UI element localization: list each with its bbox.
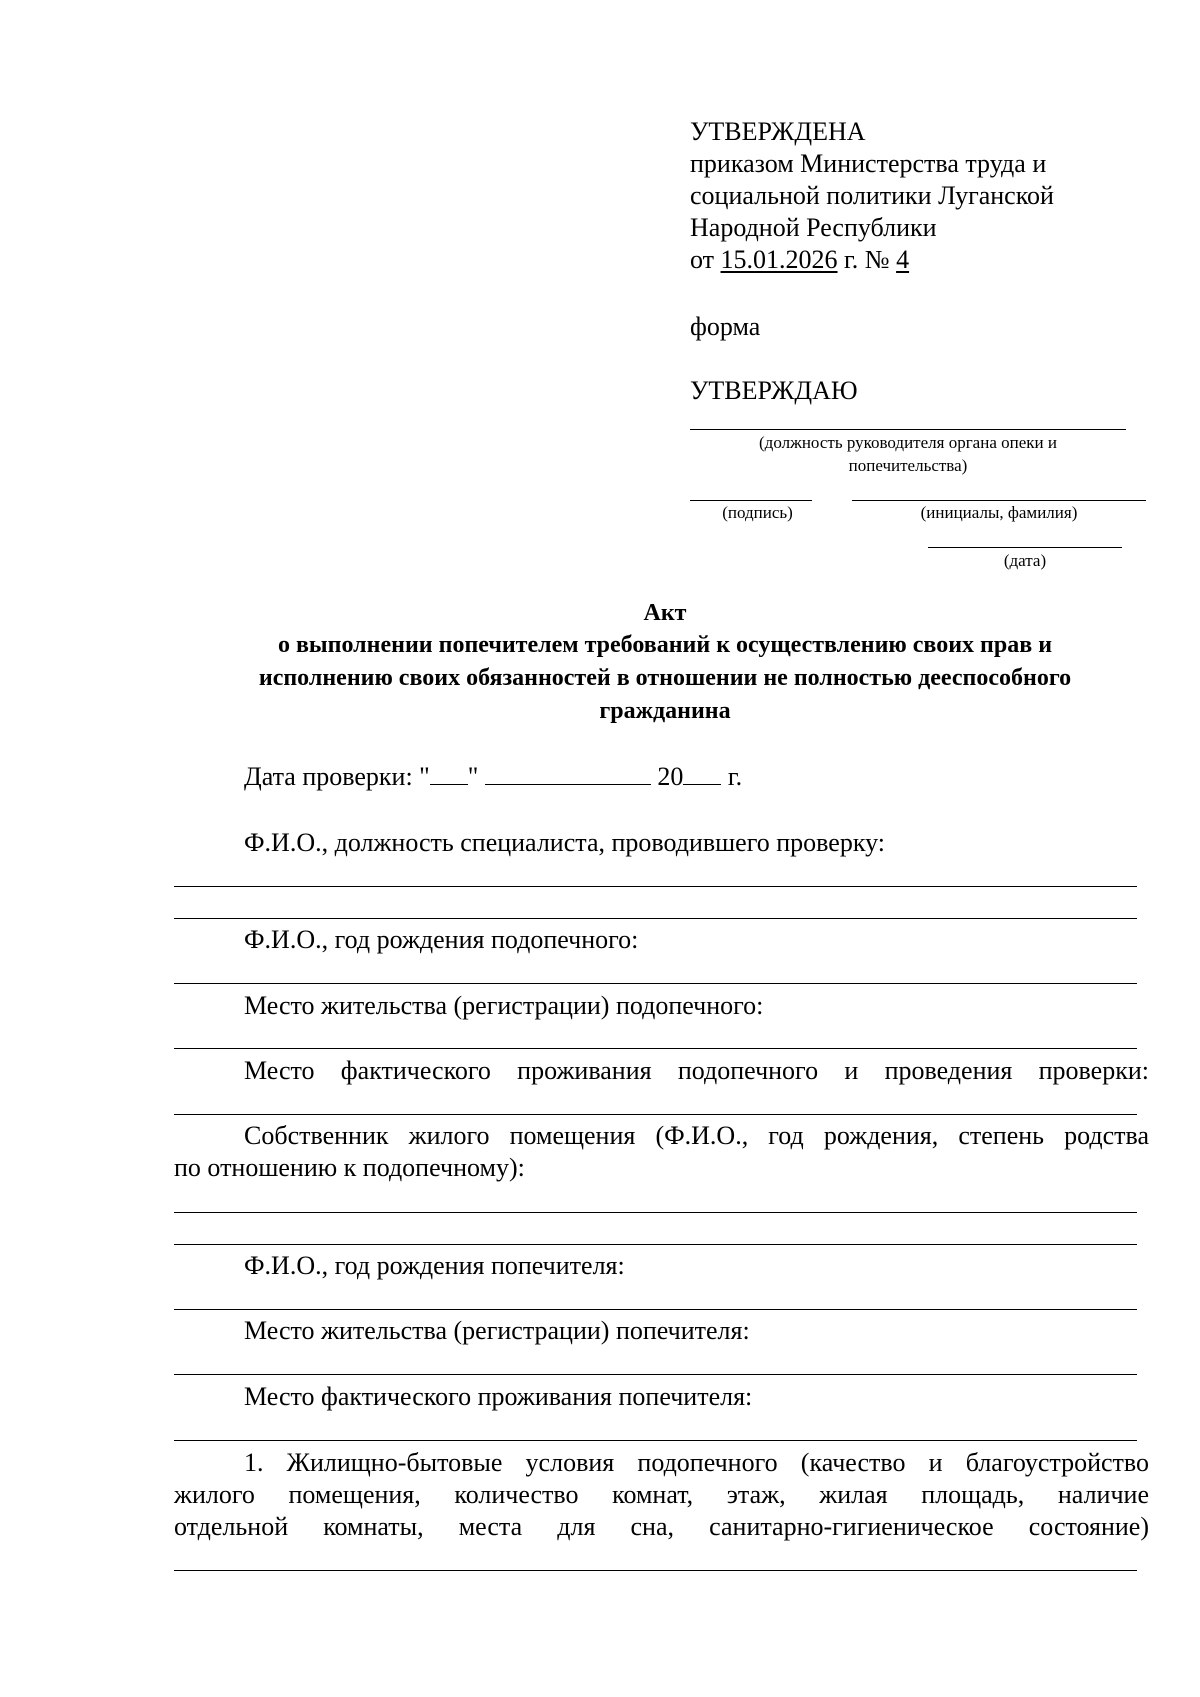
month-blank[interactable] (485, 762, 651, 785)
owner-label: Собственник жилого помещения (Ф.И.О., год рождения, степень родства (244, 1121, 1149, 1150)
order-mid: г. № (844, 245, 890, 274)
approval-order-line (690, 244, 909, 275)
approval-line: Народной Республики (690, 213, 937, 242)
date-line (928, 547, 1122, 548)
order-date: 15.01.2026 (720, 245, 838, 274)
ward-name-line[interactable] (174, 983, 1137, 984)
ward-name-label: Ф.И.О., год рождения подопечного: (244, 925, 639, 954)
ward-actual-line[interactable] (174, 1114, 1137, 1115)
check-date-line (244, 761, 742, 792)
specialist-line[interactable] (174, 918, 1137, 919)
title-line: Акт (643, 600, 687, 626)
owner-line[interactable] (174, 1212, 1137, 1213)
approve-heading: УТВЕРЖДАЮ (690, 376, 858, 405)
signature-caption: (подпись) (722, 503, 793, 522)
guardian-name-label: Ф.И.О., год рождения попечителя: (244, 1251, 625, 1280)
signature-line (690, 500, 812, 501)
approval-heading: УТВЕРЖДЕНА (690, 117, 866, 146)
check-date-year: 20 (657, 762, 684, 791)
year-blank[interactable] (683, 762, 721, 785)
order-number: 4 (896, 245, 910, 274)
guardian-actual-line[interactable] (174, 1440, 1137, 1441)
specialist-line[interactable] (174, 886, 1137, 887)
living-conditions-label: отдельной комнаты, места для сна, санитарно-гигиеническое состояние) (174, 1512, 1149, 1541)
living-conditions-label: жилого помещения, количество комнат, этаж, жилая площадь, наличие (174, 1480, 1149, 1509)
date-caption: (дата) (1003, 551, 1047, 570)
position-caption: (должность руководителя органа опеки и (759, 433, 1057, 452)
check-date-quote: " (467, 762, 479, 791)
ward-actual-label: Место фактического проживания подопечного и проведения проверки: (244, 1056, 1149, 1085)
title-line: о выполнении попечителем требований к осуществлению своих прав и (277, 632, 1053, 658)
initials-caption: (инициалы, фамилия) (920, 503, 1078, 522)
guardian-actual-label: Место фактического проживания попечителя: (244, 1382, 753, 1411)
order-prefix: от (690, 245, 715, 274)
approval-line: социальной политики Луганской (690, 181, 1054, 210)
ward-registration-label: Место жительства (регистрации) подопечного: (244, 991, 764, 1020)
form-label: форма (690, 312, 761, 341)
guardian-registration-line[interactable] (174, 1374, 1137, 1375)
living-conditions-label: 1. Жилищно-бытовые условия подопечного (качество и благоустройство (244, 1448, 1149, 1477)
guardian-name-line[interactable] (174, 1309, 1137, 1310)
check-date-label: Дата проверки: " (244, 762, 430, 791)
day-blank[interactable] (430, 762, 468, 785)
position-line (690, 429, 1126, 430)
specialist-label: Ф.И.О., должность специалиста, проводившего проверку: (244, 828, 885, 857)
approval-line: приказом Министерства труда и (690, 149, 1047, 178)
title-line: гражданина (599, 698, 731, 724)
title-line: исполнению своих обязанностей в отношении не полностью дееспособного (258, 665, 1072, 691)
initials-line (852, 500, 1146, 501)
guardian-registration-label: Место жительства (регистрации) попечителя: (244, 1316, 750, 1345)
position-caption: попечительства) (848, 456, 968, 475)
ward-registration-line[interactable] (174, 1048, 1137, 1049)
owner-label-cont: по отношению к подопечному): (174, 1153, 525, 1182)
check-date-suffix: г. (727, 762, 743, 791)
living-conditions-line[interactable] (174, 1570, 1137, 1571)
owner-line[interactable] (174, 1244, 1137, 1245)
